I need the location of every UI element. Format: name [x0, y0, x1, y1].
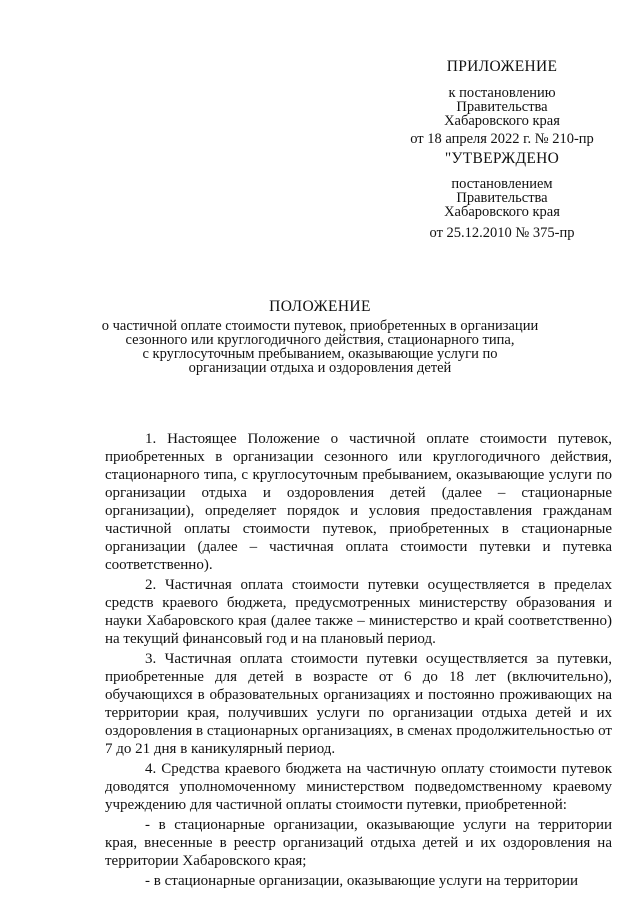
appendix-line-3: Хабаровского края: [444, 113, 560, 129]
approved-block: [400, 152, 604, 240]
paragraph-2: 2. Частичная оплата стоимости путевки осуществляется в пределах средств краевого бюджета, предусмотренных министерству образования и науки Хабаровского края (далее также – министерство и край соответственно) на текущий финансовый год и на плановый период.: [105, 577, 612, 647]
appendix-date-line: от 18 апреля 2022 г. № 210-пр: [410, 131, 594, 147]
paragraph-4-item-1: - в стационарные организации, оказывающие услуги на территории края, внесенные в реестр организаций отдыха детей и их оздоровления на территории Хабаровского края;: [105, 817, 612, 869]
subtitle-line: о частичной оплате стоимости путевок, приобретенных в организации: [101, 318, 539, 334]
paragraph-4-item-2: - в стационарные организации, оказывающие услуги на территории: [145, 873, 579, 889]
paragraph-4: 4. Средства краевого бюджета на частичную оплату стоимости путевок доводятся уполномоченному министерством подведомственному краевому учреждению для частичной оплаты стоимости путевки, приобретенной:: [105, 761, 612, 813]
approved-line-2: Правительства: [456, 190, 548, 206]
appendix-block: [400, 60, 604, 146]
paragraph-3: 3. Частичная оплата стоимости путевки осуществляется за путевки, приобретенные для детей в возрасте от 6 до 18 лет (включительно), обучающихся в образовательных организациях и постоянно проживающих на территории края, получивших услуги по организации отдыха детей и их оздоровления в стационарных организациях, в сменах продолжительностью от 7 до 21 дня в каникулярный период.: [105, 651, 612, 757]
approved-heading: "УТВЕРЖДЕНО: [444, 150, 560, 167]
subtitle-line: сезонного или круглогодичного действия, стационарного типа,: [125, 332, 515, 348]
approved-date-line: от 25.12.2010 № 375-пр: [429, 225, 575, 241]
paragraph-1: 1. Настоящее Положение о частичной оплате стоимости путевок, приобретенных в организации сезонного или круглогодичного действия, стационарного типа, с круглосуточным пребыванием, оказывающие услуги по организации отдыха и оздоровления детей (далее – стационарные организации), определяет порядок и условия предоставления гражданам частичной оплаты стоимости путевок, приобретенных в стационарные организации (далее – частичная оплата стоимости путевки и путевка соответственно).: [105, 431, 612, 573]
document-title: ПОЛОЖЕНИЕ: [269, 298, 371, 315]
document-body: [105, 430, 612, 890]
approved-line-1: постановлением: [451, 176, 553, 192]
appendix-line-1: к постановлению: [448, 85, 556, 101]
subtitle-line: с круглосуточным пребыванием, оказывающие услуги по: [142, 346, 498, 362]
approved-line-3: Хабаровского края: [444, 204, 560, 220]
subtitle-line: организации отдыха и оздоровления детей: [188, 360, 452, 376]
appendix-heading: ПРИЛОЖЕНИЕ: [446, 58, 558, 75]
document-title-block: [60, 300, 580, 375]
appendix-line-2: Правительства: [456, 99, 548, 115]
